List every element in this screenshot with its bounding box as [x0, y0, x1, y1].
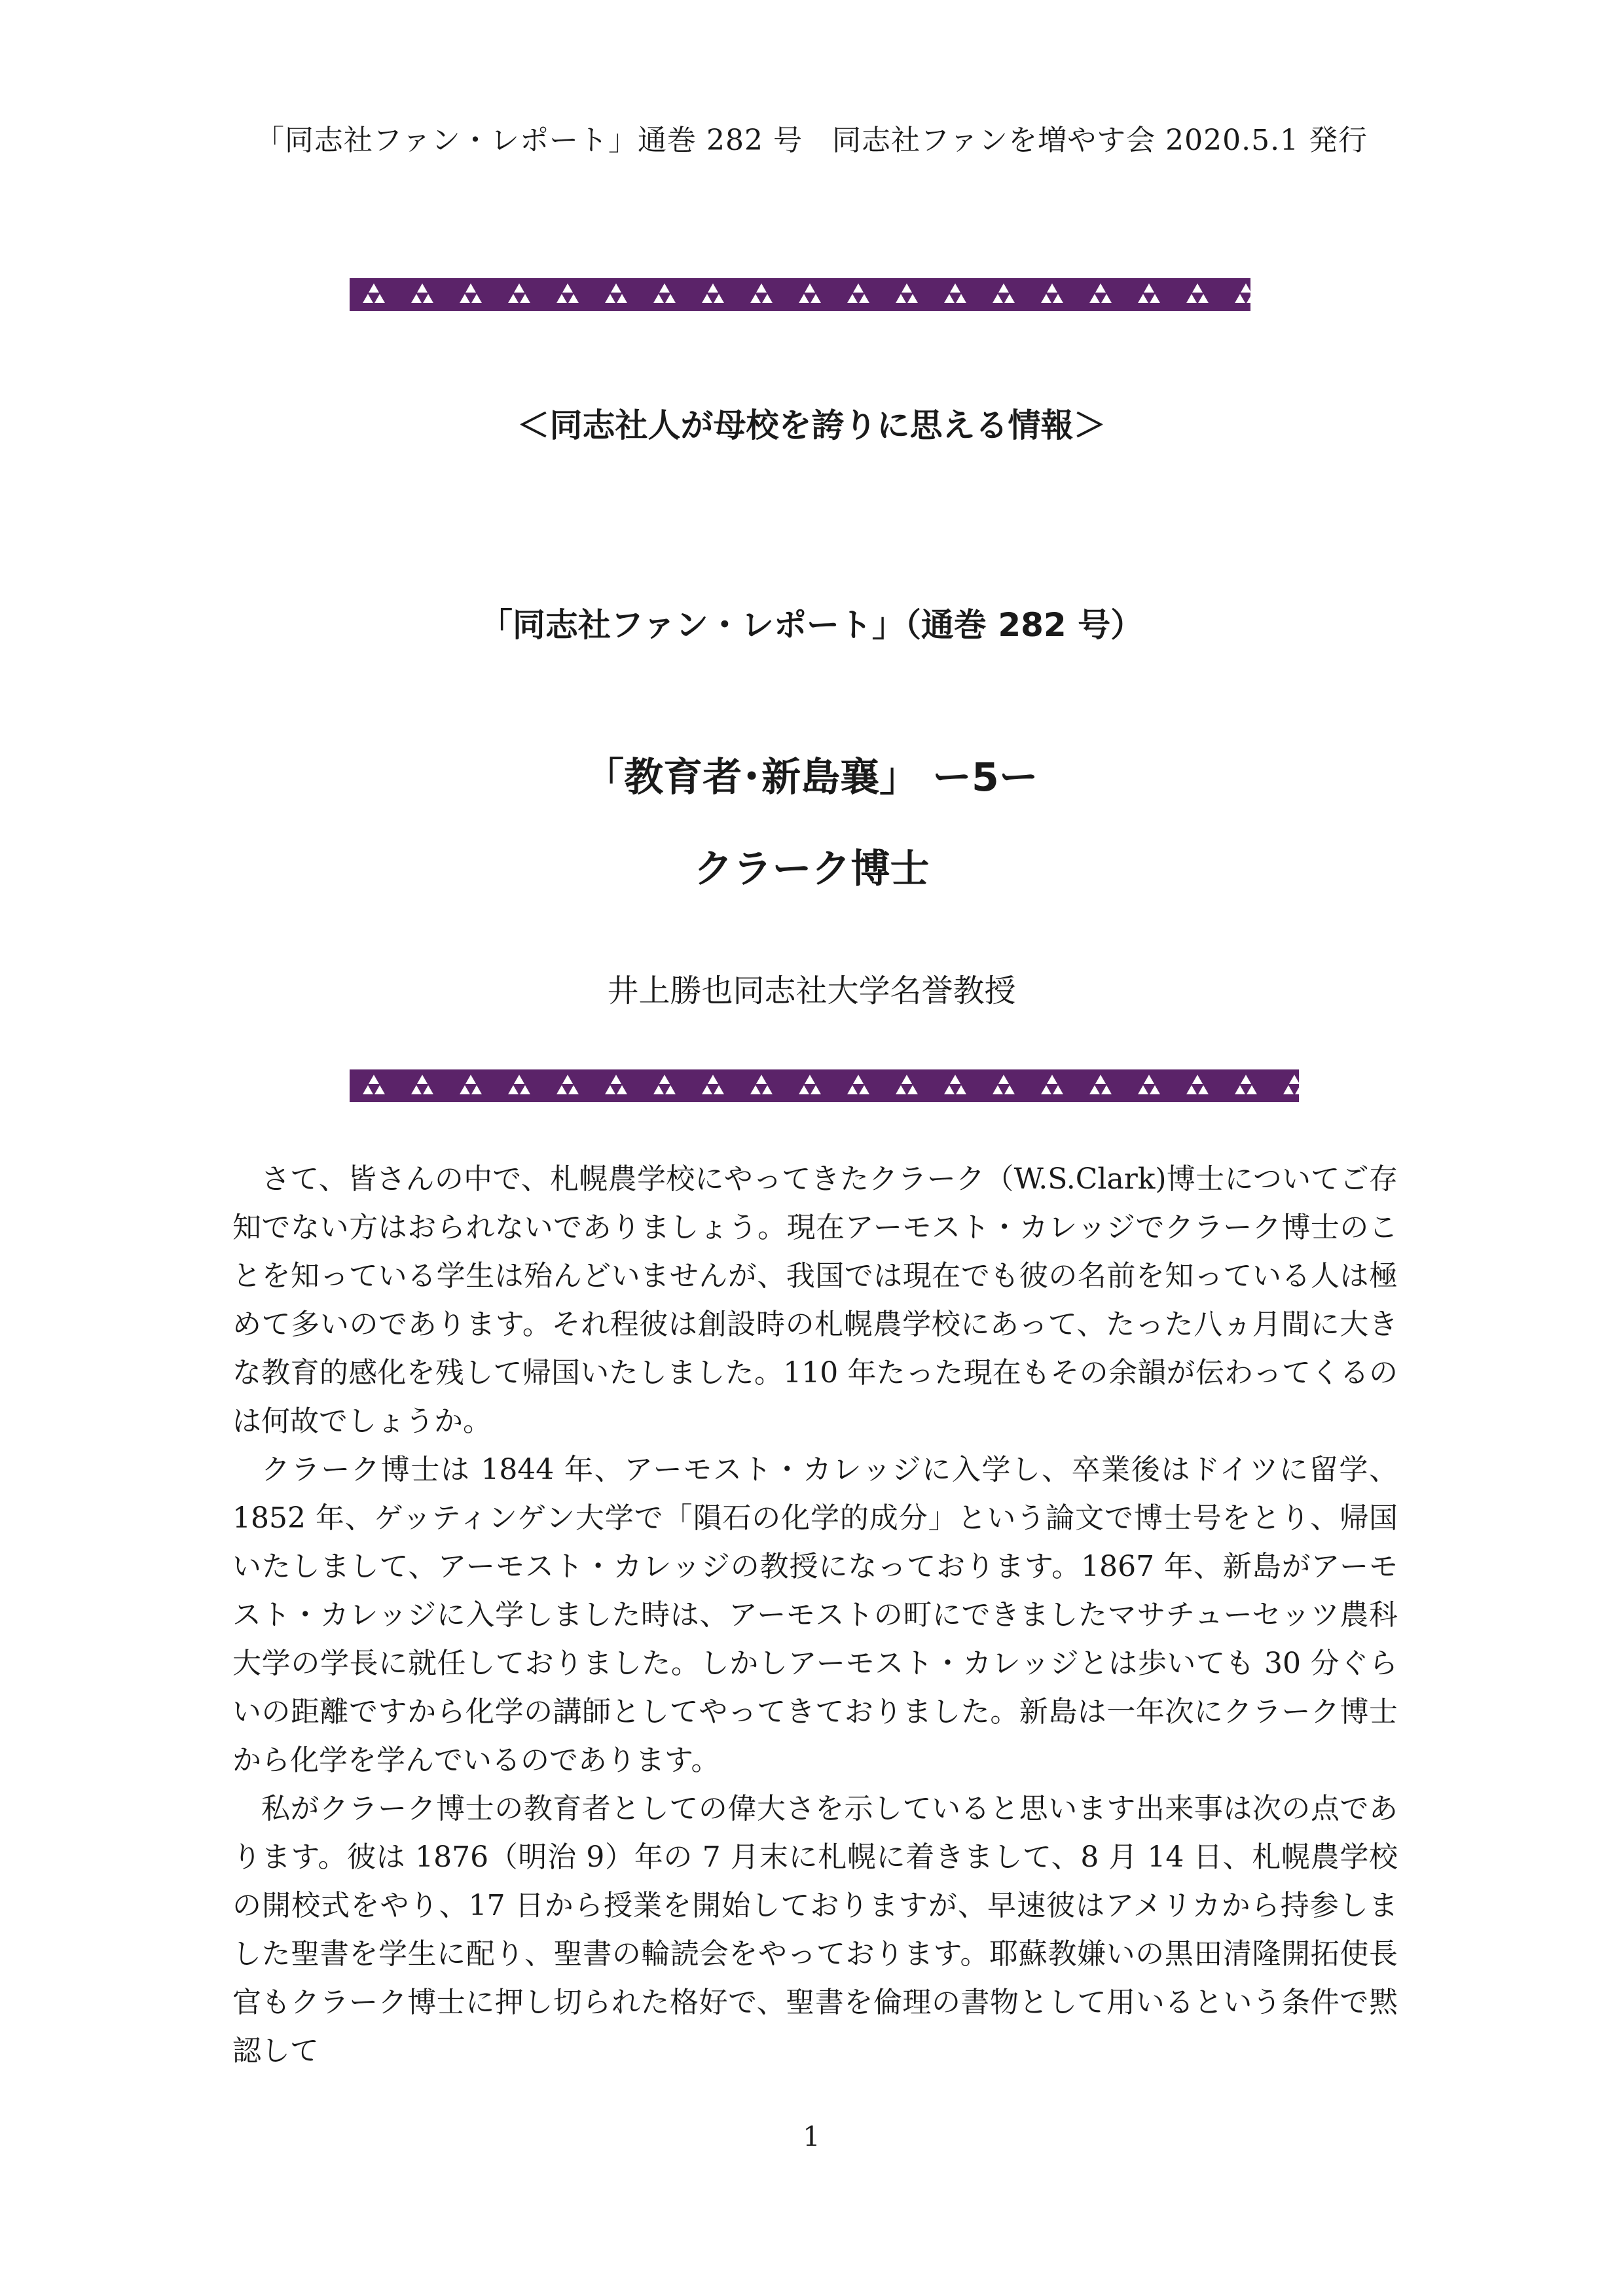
author: 井上勝也同志社大学名誉教授: [607, 973, 1016, 1009]
band-motif-icon: [556, 283, 579, 303]
triangle-pattern-icon: [350, 278, 1250, 311]
band-motif-icon: [1041, 283, 1063, 303]
section-label: ＜同志社人が母校を誇りに思える情報＞: [517, 406, 1106, 444]
band-motif-icon: [653, 283, 676, 303]
article-body: [232, 1155, 1398, 2075]
band-motif-icon: [896, 283, 918, 303]
running-header: 「同志社ファン・レポート」通巻 282 号 同志社ファンを増やす会 2020.5.1 発行: [255, 124, 1368, 157]
band-motif-icon: [605, 1075, 627, 1094]
band-motif-icon: [847, 1075, 869, 1094]
band-motif-icon: [993, 1075, 1015, 1094]
page-number: 1: [803, 2121, 820, 2153]
band-motif-icon: [460, 1075, 482, 1094]
band-motif-icon: [847, 283, 869, 303]
band-motif-icon: [1089, 1075, 1112, 1094]
paragraph: クラーク博士は 1844 年、アーモスト・カレッジに入学し、卒業後はドイツに留学、1852 年、ゲッティンゲン大学で「隕石の化学的成分」という論文で博士号をとり、帰国いたしまして、アーモスト・カレッジの教授になっております。1867 年、新島がアーモスト・カレッジに入学しました時は、アーモストの町にできましたマサチューセッツ農科大学の学長に就任しておりました。しかしアーモスト・カレッジとは歩いても 30 分ぐらいの距離ですから化学の講師としてやってきておりました。新島は一年次にクラーク博士から化学を学んでいるのであります。: [232, 1453, 1398, 1777]
band-motif-icon: [363, 283, 385, 303]
band-motif-icon: [1041, 1075, 1063, 1094]
band-motif-icon: [1235, 1075, 1257, 1094]
band-motif-icon: [411, 283, 433, 303]
band-motif-icon: [799, 283, 821, 303]
band-motif-icon: [944, 1075, 966, 1094]
band-motif-icon: [993, 283, 1015, 303]
band-motif-icon: [1089, 283, 1112, 303]
band-motif-icon: [750, 1075, 773, 1094]
band-motif-icon: [944, 283, 966, 303]
main-title: 「教育者･新島襄」 ー5ー: [585, 755, 1038, 800]
paragraph: さて、皆さんの中で、札幌農学校にやってきたクラーク（W.S.Clark)博士についてご存知でない方はおられないでありましょう。現在アーモスト・カレッジでクラーク博士のことを知っている学生は殆んどいませんが、我国では現在でも彼の名前を知っている人は極めて多いのであります。それ程彼は創設時の札幌農学校にあって、たった八ヵ月間に大きな教育的感化を残して帰国いたしました。110 年たった現在もその余韻が伝わってくるのは何故でしょうか。: [232, 1162, 1398, 1438]
band-motif-icon: [508, 283, 530, 303]
band-motif-icon: [411, 1075, 433, 1094]
band-motif-icon: [702, 1075, 724, 1094]
band-motif-icon: [1283, 1075, 1299, 1094]
band-motif-icon: [896, 1075, 918, 1094]
band-motif-icon: [1138, 1075, 1160, 1094]
sub-title: クラーク博士: [693, 846, 930, 892]
band-motif-icon: [1186, 283, 1209, 303]
band-motif-icon: [1138, 283, 1160, 303]
band-motif-icon: [363, 1075, 385, 1094]
band-motif-icon: [556, 1075, 579, 1094]
band-motif-icon: [1235, 283, 1250, 303]
decorative-band-top: [350, 278, 1250, 311]
band-motif-icon: [1186, 1075, 1209, 1094]
band-motif-icon: [750, 283, 773, 303]
decorative-band-bottom: [350, 1069, 1299, 1102]
band-motif-icon: [799, 1075, 821, 1094]
band-motif-icon: [653, 1075, 676, 1094]
report-title: 「同志社ファン・レポート」（通巻 282 号）: [479, 606, 1144, 644]
band-motif-icon: [508, 1075, 530, 1094]
band-motif-icon: [460, 283, 482, 303]
paragraph: 私がクラーク博士の教育者としての偉大さを示していると思います出来事は次の点であります。彼は 1876（明治 9）年の 7 月末に札幌に着きまして、8 月 14 日、札幌農学校の開校式をやり、17 日から授業を開始しておりますが、早速彼はアメリカから持参しました聖書を学生に配り、聖書の輪読会をやっております。耶蘇教嫌いの黒田清隆開拓使長官もクラーク博士に押し切られた格好で、聖書を倫理の書物として用いるという条件で黙認して: [232, 1792, 1398, 2068]
triangle-pattern-icon: [350, 1069, 1299, 1102]
band-motif-icon: [605, 283, 627, 303]
band-motif-icon: [702, 283, 724, 303]
